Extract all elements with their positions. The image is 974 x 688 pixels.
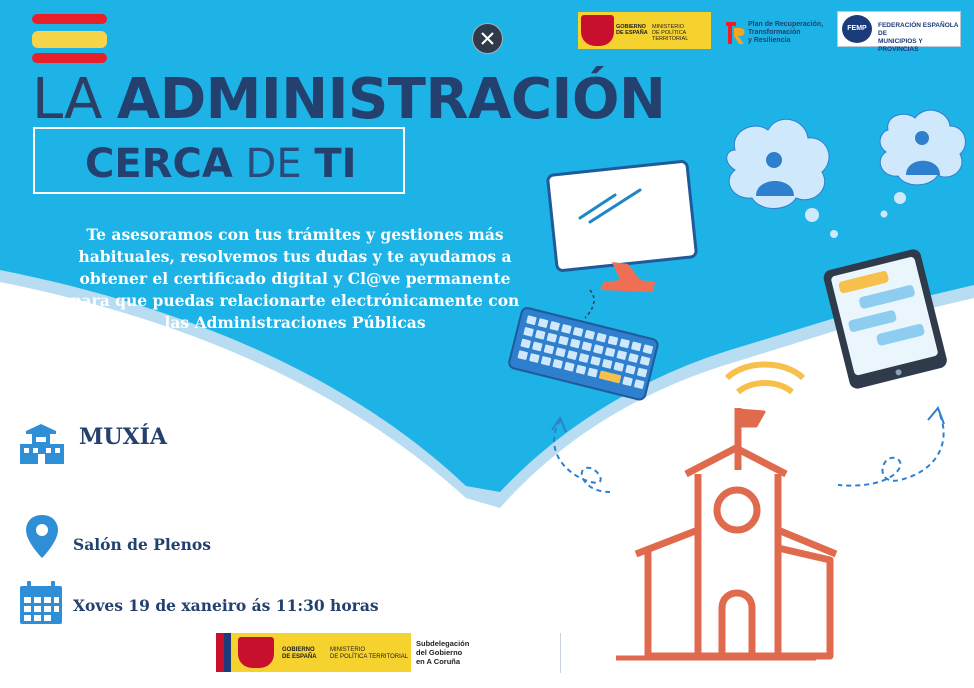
ministry-line-1: MINISTERIO (652, 24, 685, 30)
ministry-bottom-line-1: MINISTERIO (330, 647, 366, 653)
city-hall-icon (20, 424, 64, 464)
gobierno-logo-top (578, 12, 711, 49)
description: Te asesoramos con tus trámites y gestiones más habituales, resolvemos tus dudas y te ayudamos a obtener el certificado digital y Cl@ve permanente para que puedas relacionarte electrónicamente con las Administraciones Públicas (70, 225, 520, 332)
femp-badge: FEMP (842, 15, 872, 43)
ministry-bottom-line-2: DE POLÍTICA TERRITORIAL (330, 654, 409, 660)
prtr-icon (724, 20, 746, 46)
gov-bottom-line-1: GOBIERNO (282, 647, 315, 653)
city-hall-illustration (616, 365, 836, 659)
calendar-icon (20, 581, 62, 624)
divider (560, 633, 561, 673)
subdelegation-label (416, 639, 496, 666)
subdeleg-line-2: del Gobierno (416, 648, 463, 657)
coat-of-arms-icon (581, 15, 614, 46)
subtitle-light: DE (245, 141, 302, 187)
prtr-line-3: y Resiliencia (748, 37, 791, 44)
title-bold: ADMINISTRACIÓN (116, 67, 666, 132)
gov-bottom-line-2: DE ESPAÑA (282, 654, 317, 660)
event-datetime: Xoves 19 de xaneiro ás 11:30 horas (73, 596, 379, 615)
prtr-line-2: Transformación (748, 29, 801, 36)
femp-logo (837, 11, 961, 53)
subtitle (85, 141, 356, 187)
flag-icon (32, 14, 107, 63)
gobierno-logo-bottom (216, 633, 411, 672)
title-light: LA (32, 67, 102, 132)
prtr-logo (724, 18, 834, 48)
subdeleg-line-3: en A Coruña (416, 657, 461, 666)
gov-line-1: GOBIERNO (616, 24, 646, 30)
subtitle-bold-2: TI (314, 141, 357, 187)
close-button[interactable] (472, 23, 503, 54)
prtr-line-1: Plan de Recuperación, (748, 21, 824, 28)
subdeleg-line-1: Subdelegación (416, 639, 470, 648)
subtitle-bold-1: CERCA (85, 141, 233, 187)
main-title (32, 66, 665, 133)
venue: Salón de Plenos (73, 535, 211, 554)
location-pin-icon (26, 515, 58, 558)
femp-line-2: MUNICIPIOS Y PROVINCIAS (878, 38, 923, 53)
close-icon (473, 24, 502, 53)
coat-of-arms-icon (238, 637, 274, 668)
gov-line-2: DE ESPAÑA (616, 30, 648, 36)
ministry-line-2: DE POLÍTICA TERRITORIAL (652, 30, 689, 42)
location-name: MUXÍA (79, 424, 167, 450)
femp-line-1: FEDERACIÓN ESPAÑOLA DE (878, 22, 959, 37)
